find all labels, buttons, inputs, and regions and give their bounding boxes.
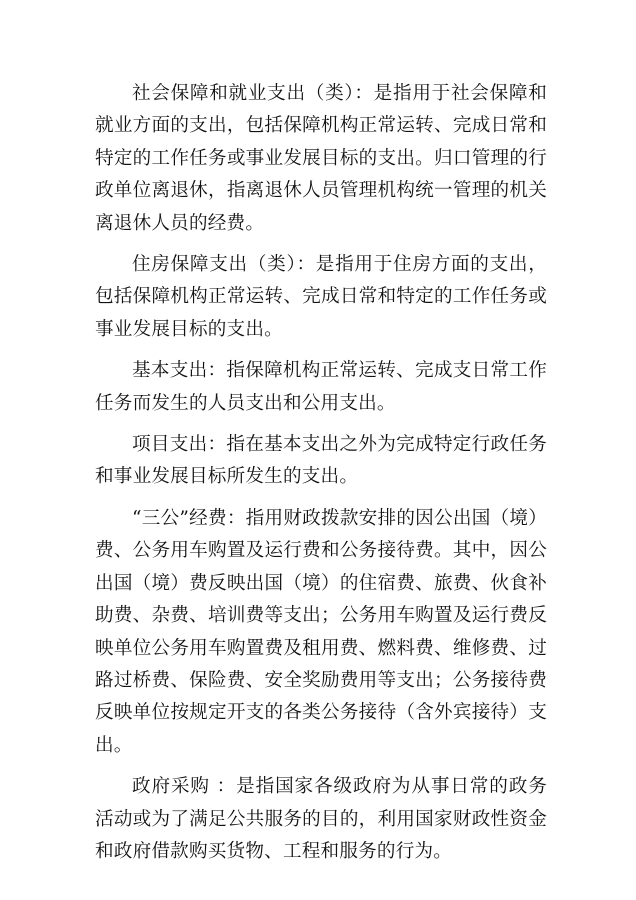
paragraph-housing-expenditure: 住房保障支出（类）：是指用于住房方面的支出，包括保障机构正常运转、完成日常和特定的工作任务或事业发展目标的支出。: [95, 254, 547, 340]
paragraph-three-public-expenses: “三公”经费：指用财政拨款安排的因公出国（境）费、公务用车购置及运行费和公务接待费。其中，因公出国（境）费反映出国（境）的住宿费、旅费、伙食补助费、杂费、培训费等支出；公务用车购置及运行费反映单位公务用车购置费及租用费、燃料费、维修费、过路过桥费、保险费、安全奖励费用等支出；公务接待费反映单位按规定开支的各类公务接待（含外宾接待）支出。: [95, 507, 547, 756]
paragraph-government-procurement: 政府采购 ：是指国家各级政府为从事日常的政务活动或为了满足公共服务的目的，利用国家财政性资金和政府借款购买货物、工程和服务的行为。: [95, 776, 547, 862]
paragraph-social-security-expenditure: 社会保障和就业支出（类）：是指用于社会保障和就业方面的支出，包括保障机构正常运转、完成日常和特定的工作任务或事业发展目标的支出。归口管理的行政单位离退休，指离退休人员管理机构统一管理的机关离退休人员的经费。: [95, 83, 547, 234]
document-body: [95, 78, 547, 877]
paragraph-basic-expenditure: 基本支出：指保障机构正常运转、完成支日常工作任务而发生的人员支出和公用支出。: [95, 360, 547, 414]
paragraph-project-expenditure: 项目支出：指在基本支出之外为完成特定行政任务和事业发展目标所发生的支出。: [95, 434, 547, 488]
